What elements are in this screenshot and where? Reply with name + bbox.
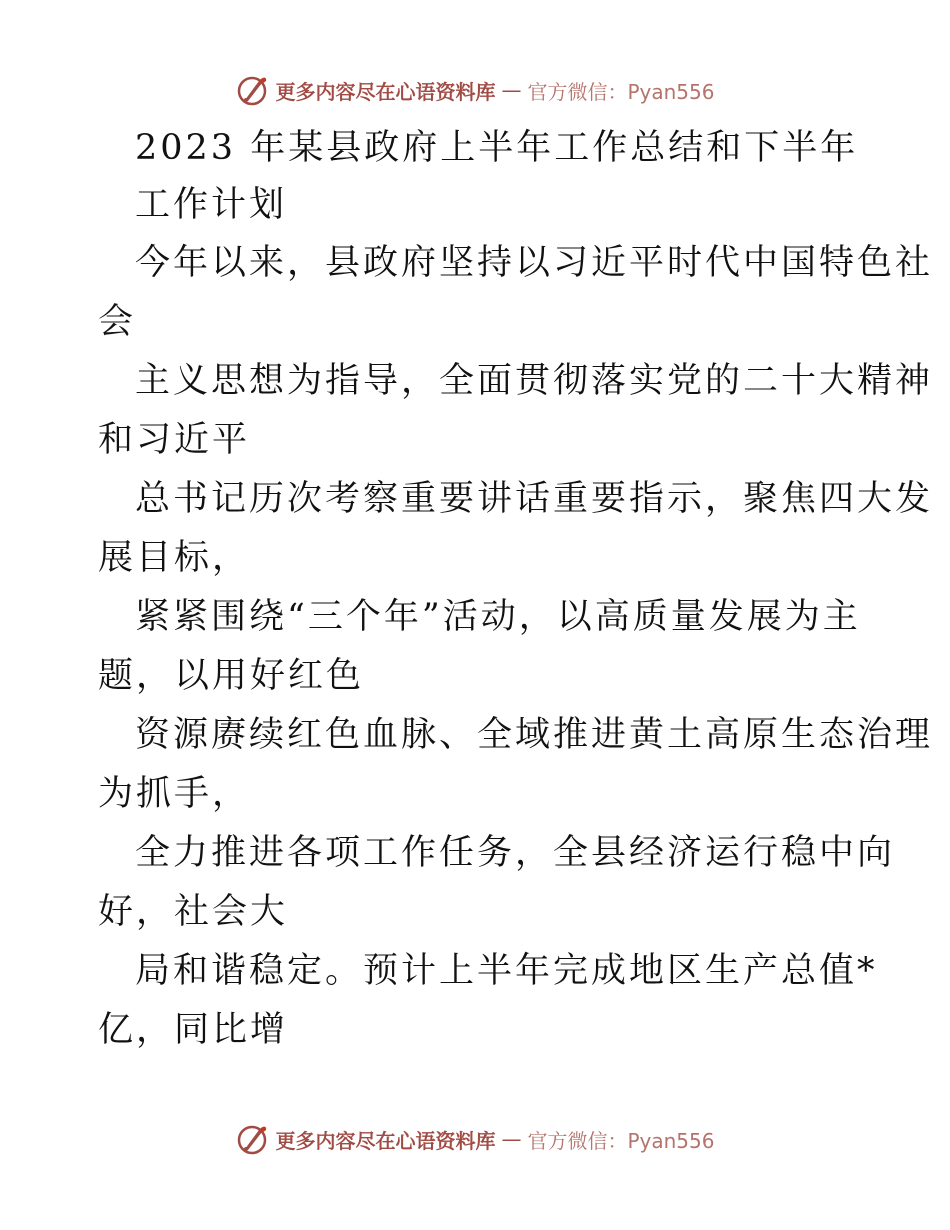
body-line: 展目标， xyxy=(98,538,251,578)
footer-site-text: 更多内容尽在心语资料库 xyxy=(275,1128,496,1153)
body-line: 好，社会大 xyxy=(98,892,289,932)
quill-logo-icon xyxy=(235,1122,269,1156)
footer-separator: — xyxy=(501,1127,522,1151)
quill-logo-icon xyxy=(235,73,269,107)
document-title-line-1: 2023 年某县政府上半年工作总结和下半年 xyxy=(135,128,859,168)
body-line: 全力推进各项工作任务，全县经济运行稳中向 xyxy=(135,833,896,873)
footer-watermark-banner xyxy=(0,1119,950,1159)
body-line: 今年以来，县政府坚持以习近平时代中国特色社 xyxy=(135,243,934,283)
footer-contact-text: 官方微信：Pyan556 xyxy=(527,1128,715,1153)
body-line: 局和谐稳定。预计上半年完成地区生产总值* xyxy=(135,951,878,991)
body-line: 主义思想为指导，全面贯彻落实党的二十大精神 xyxy=(135,361,934,401)
body-line: 为抓手， xyxy=(98,774,251,814)
body-line: 亿，同比增 xyxy=(98,1010,289,1050)
document-title-line-2: 工作计划 xyxy=(135,185,288,225)
body-line: 会 xyxy=(98,302,137,342)
header-banner-inner xyxy=(235,73,714,107)
body-line: 总书记历次考察重要讲话重要指示，聚焦四大发 xyxy=(135,479,934,519)
header-contact-text: 官方微信：Pyan556 xyxy=(527,79,715,104)
body-line: 和习近平 xyxy=(98,420,251,460)
footer-banner-inner xyxy=(235,1122,714,1156)
header-site-text: 更多内容尽在心语资料库 xyxy=(275,79,496,104)
header-separator: — xyxy=(501,78,522,102)
body-line: 紧紧围绕“三个年”活动，以高质量发展为主 xyxy=(135,597,861,637)
header-watermark-banner xyxy=(0,70,950,110)
body-line: 资源赓续红色血脉、全域推进黄土高原生态治理 xyxy=(135,715,934,755)
body-line: 题，以用好红色 xyxy=(98,656,365,696)
